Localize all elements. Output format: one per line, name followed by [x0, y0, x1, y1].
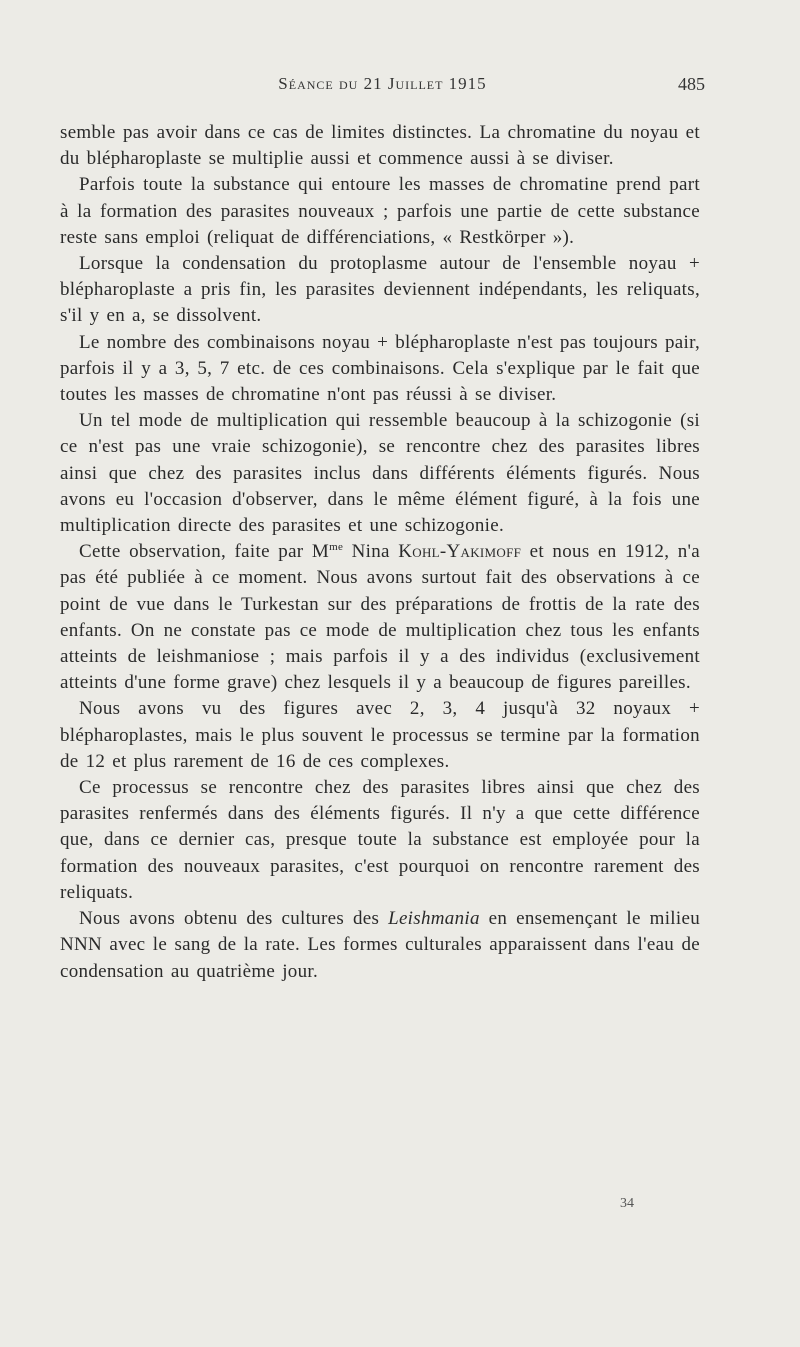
paragraph-6-text-b: Nina: [343, 541, 399, 563]
paragraph-7: Nous avons vu des figures avec 2, 3, 4 jusqu'à 32 noyaux + blépharoplastes, mais le plus souvent le processus se termine par la formation de 12 et plus rarement de 16 de ces complexes.: [60, 698, 700, 772]
author-name: Kohl-Yakimoff: [398, 541, 522, 563]
paragraph-2: Parfois toute la substance qui entoure les masses de chromatine prend part à la formation des parasites nouveaux ; parfois une partie de cette substance reste sans emploi (reliquat de différenciations, « Restkörper »).: [60, 174, 700, 248]
paragraph-6-text-a: Cette observation, faite par M: [79, 541, 330, 563]
body-text: [60, 120, 700, 985]
paragraph-3: Lorsque la condensation du protoplasme autour de l'ensemble noyau + blépharoplaste a pris fin, les parasites deviennent indépendants, les reliquats, s'il y en a, se dissolvent.: [60, 253, 700, 327]
title-abbrev-superscript: me: [329, 541, 344, 554]
paragraph-8: Ce processus se rencontre chez des parasites libres ainsi que chez des parasites renfermés dans des éléments figurés. Il n'y a que cette différence que, dans ce dernier cas, presque toute la substance est employée pour la formation des nouveaux parasites, c'est pourquoi on rencontre rarement des reliquats.: [60, 777, 700, 903]
running-head: Séance du 21 Juillet 1915: [278, 74, 487, 93]
paragraph-4: Le nombre des combinaisons noyau + blépharoplaste n'est pas toujours pair, parfois il y a 3, 5, 7 etc. de ces combinaisons. Cela s'explique par le fait que toutes les masses de chromatine n'ont pas réussi à se diviser.: [60, 331, 700, 406]
page-header: [60, 74, 705, 100]
paragraph-9: [60, 906, 700, 985]
paragraph-6-text-c: et nous en 1912, n'a pas été publiée à ce moment. Nous avons surtout fait des observations à ce point de vue dans le Turkestan sur des préparations de frottis de la rate des enfants. On ne constate pas ce mode de multiplication chez tous les enfants atteints de leishmaniose ; mais parfois il y a des individus (exclusivement atteints d'une forme grave) chez lesquels il y a beaucoup de figures pareilles.: [60, 541, 700, 694]
page-number: 485: [678, 74, 705, 94]
paragraph-5: Un tel mode de multiplication qui ressemble beaucoup à la schizogonie (si ce n'est pas une vraie schizogonie), se rencontre chez des parasites libres ainsi que chez des parasites inclus dans différents éléments figurés. Nous avons eu l'occasion d'observer, dans le même élément figuré, à la fois une multiplication directe des parasites et une schizogonie.: [60, 410, 700, 537]
paragraph-9-text-b: en ensemençant le milieu NNN avec le sang de la rate. Les formes culturales apparaissent dans l'eau de condensation au quatrième jour.: [60, 908, 700, 982]
paragraph-6: [60, 539, 700, 696]
genus-name: Leishmania: [388, 908, 480, 930]
paragraph-1: semble pas avoir dans ce cas de limites distinctes. La chromatine du noyau et du blépharoplaste se multiplie aussi et commence aussi à se diviser.: [60, 122, 700, 170]
signature-mark: 34: [620, 1196, 634, 1211]
paragraph-9-text-a: Nous avons obtenu des cultures des: [79, 908, 389, 930]
